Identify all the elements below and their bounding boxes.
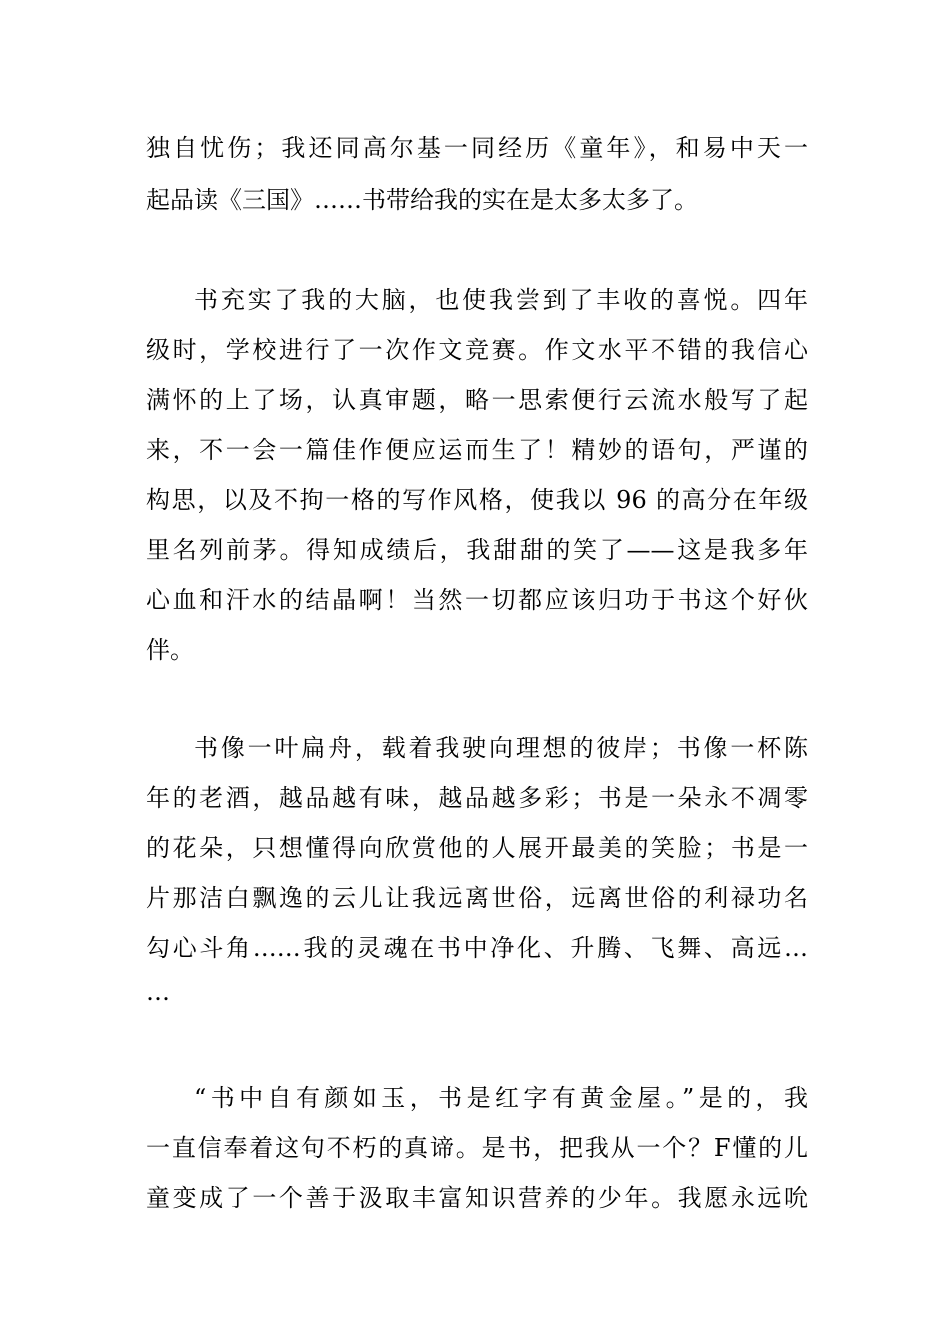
- text-line: 满怀的上了场，认真审题，略一思索便行云流水般写了起: [146, 386, 808, 414]
- text-line: “书中自有颜如玉，书是红字有黄金屋。”是的，我: [194, 1084, 808, 1112]
- text-line: 的花朵，只想懂得向欣赏他的人展开最美的笑脸；书是一: [146, 834, 808, 862]
- text-line: 勾心斗角……我的灵魂在书中净化、升腾、飞舞、高远…: [146, 934, 808, 962]
- text-line: 构思，以及不拘一格的写作风格，使我以 96 的高分在年级: [146, 486, 808, 514]
- text-line: 童变成了一个善于汲取丰富知识营养的少年。我愿永远吮: [146, 1184, 808, 1212]
- text-line: 一直信奉着这句不朽的真谛。是书，把我从一个？F懂的儿: [146, 1134, 808, 1162]
- text-line: 里名列前茅。得知成绩后，我甜甜的笑了——这是我多年: [146, 536, 808, 564]
- text-line: 来，不一会一篇佳作便应运而生了！精妙的语句，严谨的: [146, 436, 808, 464]
- text-line: 书像一叶扁舟，载着我驶向理想的彼岸；书像一杯陈: [194, 734, 808, 762]
- text-line: 心血和汗水的结晶啊！当然一切都应该归功于书这个好伙: [146, 586, 808, 614]
- text-line: 书充实了我的大脑，也使我尝到了丰收的喜悦。四年: [194, 286, 808, 314]
- text-line: 片那洁白飘逸的云儿让我远离世俗，远离世俗的利禄功名: [146, 884, 808, 912]
- text-line: …: [146, 978, 170, 1006]
- text-line: 起品读《三国》……书带给我的实在是太多太多了。: [146, 186, 698, 214]
- text-line: 独自忧伤；我还同高尔基一同经历《童年》，和易中天一: [146, 134, 808, 162]
- text-line: 级时，学校进行了一次作文竞赛。作文水平不错的我信心: [146, 336, 808, 364]
- text-line: 年的老酒，越品越有味，越品越多彩；书是一朵永不凋零: [146, 784, 808, 812]
- text-line: 伴。: [146, 636, 194, 664]
